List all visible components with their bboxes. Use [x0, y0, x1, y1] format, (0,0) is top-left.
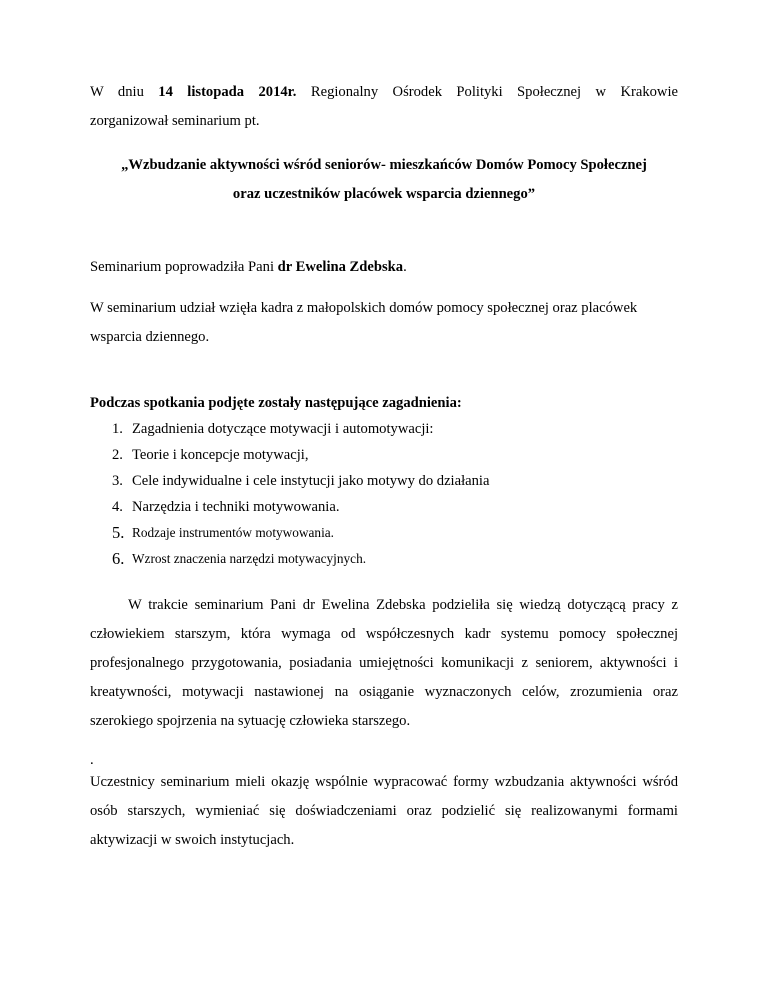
list-item-number: 6.	[112, 549, 125, 568]
seminar-title	[90, 151, 678, 209]
list-item-text: Narzędzia i techniki motywowania.	[132, 499, 340, 515]
intro-prefix: W dniu	[90, 84, 159, 100]
list-item	[90, 442, 678, 468]
list-item-number: 2.	[112, 447, 123, 463]
list-item	[90, 494, 678, 520]
list-item	[90, 416, 678, 442]
list-item-number: 5.	[112, 523, 125, 542]
list-item-number: 3.	[112, 473, 123, 489]
list-item	[90, 520, 678, 546]
intro-line-2: zorganizował seminarium pt.	[90, 113, 260, 129]
list-item-text: Rodzaje instrumentów motywowania.	[132, 525, 334, 540]
intro-line-1	[90, 78, 678, 107]
topics-section	[90, 390, 678, 572]
closing-paragraph: Uczestnicy seminarium mieli okazję wspólnie wypracować formy wzbudzania aktywności wśród osób starszych, wymieniać się doświadczeniami oraz podzielić się realizowanymi formami aktywizacji w swoich instytucjach.	[90, 774, 678, 848]
list-item-text: Teorie i koncepcje motywacji,	[132, 447, 309, 463]
seminar-title-line-2: oraz uczestników placówek wsparcia dziennego”	[232, 186, 536, 202]
intro-paragraph	[90, 78, 678, 136]
intro-rest: Regionalny Ośrodek Polityki Społecznej w Krakowie	[296, 84, 678, 100]
list-item-text: Wzrost znaczenia narzędzi motywacyjnych.	[132, 551, 367, 566]
list-item-text: Cele indywidualne i cele instytucji jako motywy do działania	[132, 473, 490, 489]
summary-paragraph: W trakcie seminarium Pani dr Ewelina Zdebska podzieliła się wiedzą dotyczącą pracy z człowiekiem starszym, która wymaga od współczesnych kadr systemu pomocy społecznej profesjonalnego przygotowania, posiadania umiejętności komunikacji z seniorem, aktywności i kreatywności, motywacji nastawionej na osiąganie wyznaczonych celów, zrozumienia oraz szerokiego spojrzenia na sytuację człowieka starszego.	[90, 597, 678, 729]
list-item-number: 4.	[112, 499, 123, 515]
stray-dot: .	[90, 752, 94, 768]
list-item-text: Zagadnienia dotyczące motywacji i automotywacji:	[132, 421, 434, 437]
participants-paragraph: W seminarium udział wzięła kadra z małopolskich domów pomocy społecznej oraz placówek wsparcia dziennego.	[90, 300, 638, 345]
leader-prefix: Seminarium poprowadziła Pani	[90, 259, 278, 275]
leader-name: dr Ewelina Zdebska	[277, 259, 404, 275]
event-date: 14 listopada 2014r.	[158, 84, 297, 100]
list-item	[90, 546, 678, 572]
list-item	[90, 468, 678, 494]
leader-suffix: .	[403, 259, 407, 275]
seminar-title-line-1: „Wzbudzanie aktywności wśród seniorów- mieszkańców Domów Pomocy Społecznej	[121, 157, 647, 173]
topics-heading: Podczas spotkania podjęte zostały następujące zagadnienia:	[90, 395, 462, 411]
list-item-number: 1.	[112, 421, 123, 437]
topics-list	[90, 416, 678, 572]
seminar-leader	[90, 253, 678, 282]
